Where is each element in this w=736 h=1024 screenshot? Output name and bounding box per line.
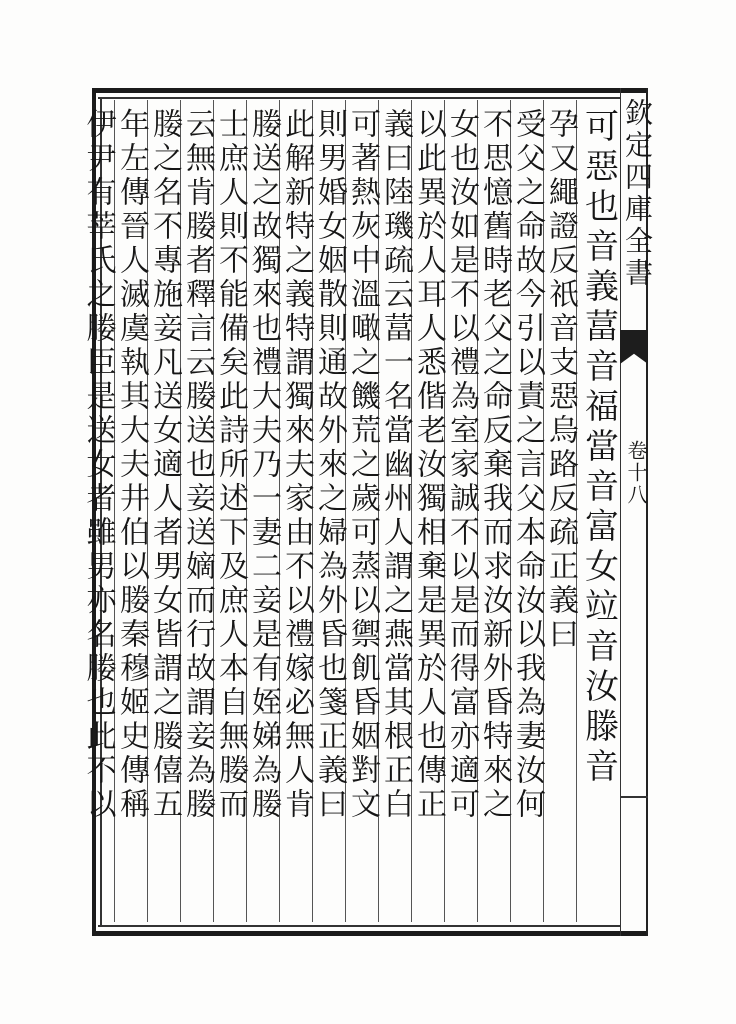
collection-title: 欽定四庫全書 [621,98,654,290]
column-text: 不思憶舊時老父之命反棄我而求汝新外昏特來之 [477,108,512,822]
column-text: 則男婚女姻散則通故外來之婦為外昏也箋正義曰 [312,108,347,822]
column-text: 云無肯媵者釋言云媵送也妾送嫡而行故謂妾為媵 [180,108,215,822]
column-text: 可惡也音義葍音福當音富女竝音汝滕音 [578,108,619,788]
column-text: 媵送之故獨來也禮大夫乃一妻二妾是有姪娣為媵 [246,108,281,822]
frame-top-border [92,88,648,93]
frame-bottom-inner-border [98,925,620,927]
frame-top-inner-border [98,97,620,99]
margin-tick [620,796,648,798]
frame-bottom-border [92,931,648,936]
column-text: 士庶人則不能備矣此詩所述下及庶人本自無媵而 [213,108,248,822]
column-text: 孕又繩證反祇音支惡烏路反疏正義曰 [543,108,578,652]
text-body [80,100,620,922]
text-column [576,100,620,922]
column-text: 義曰陸璣疏云葍一名當幽州人謂之燕當其根正白 [378,108,413,822]
column-text: 此解新特之義特謂獨來夫家由不以禮嫁必無人肯 [279,108,314,822]
column-text: 女也汝如是不以禮為室家誠不以是而得富亦適可 [444,108,479,822]
juan-label: 卷十八 [624,440,648,506]
column-text: 受父之命故今引以責之言父本命汝以我為妻汝何 [510,108,545,822]
column-text: 伊尹有莘氏之媵臣是送女者雖男亦名媵也此不以 [80,108,116,822]
column-text: 可著熱灰中溫噉之饑荒之歲可蒸以禦飢昏姻對文 [345,108,380,822]
text-column [81,100,114,922]
column-text: 以此異於人耳人悉偕老汝獨相棄是異於人也傳正 [411,108,446,822]
column-text: 媵之名不專施妾凡送女適人者男女皆謂之媵僖五 [147,108,182,822]
column-text: 年左傳晉人滅虞執其大夫井伯以媵秦穆姬史傳稱 [114,108,149,822]
